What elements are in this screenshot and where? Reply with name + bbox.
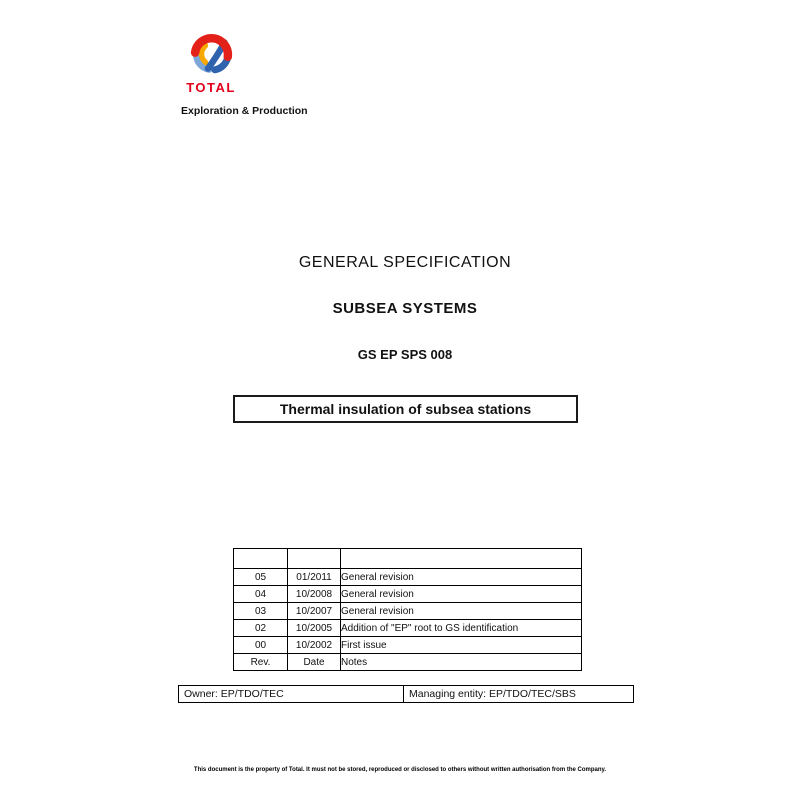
table-row-blank	[234, 549, 582, 569]
rev-cell: 00	[234, 637, 288, 654]
ownership-table	[178, 685, 634, 703]
notes-cell: Addition of "EP" root to GS identification	[341, 620, 582, 637]
rev-cell: 02	[234, 620, 288, 637]
table-row	[234, 603, 582, 620]
date-cell: 10/2007	[288, 603, 341, 620]
table-row	[234, 586, 582, 603]
ownership-row	[179, 686, 634, 703]
spec-code: GS EP SPS 008	[357, 347, 453, 362]
owner-cell: Owner: EP/TDO/TEC	[179, 686, 404, 703]
date-column-label: Date	[288, 654, 341, 671]
rev-cell: 05	[234, 569, 288, 586]
date-cell: 10/2008	[288, 586, 341, 603]
notes-cell: General revision	[341, 569, 582, 586]
notes-cell: General revision	[341, 586, 582, 603]
total-wordmark: TOTAL	[186, 80, 236, 95]
date-cell: 10/2002	[288, 637, 341, 654]
table-row	[234, 620, 582, 637]
date-cell: 10/2005	[288, 620, 341, 637]
property-notice: This document is the property of Total. It must not be stored, reproduced or disclosed to others without written authorisation from the Company.	[193, 767, 607, 773]
subject-title-box: Thermal insulation of subsea stations	[233, 395, 578, 423]
system-title: SUBSEA SYSTEMS	[332, 300, 478, 317]
table-header-row	[234, 654, 582, 671]
division-label: Exploration & Production	[181, 105, 308, 117]
notes-cell: General revision	[341, 603, 582, 620]
total-globe-icon	[188, 32, 236, 78]
rev-cell: 03	[234, 603, 288, 620]
rev-cell: 04	[234, 586, 288, 603]
notes-column-label: Notes	[341, 654, 582, 671]
notes-cell: First issue	[341, 637, 582, 654]
revision-table	[233, 548, 582, 671]
table-row	[234, 637, 582, 654]
table-row	[234, 569, 582, 586]
doc-type-title: GENERAL SPECIFICATION	[298, 254, 512, 271]
managing-entity-cell: Managing entity: EP/TDO/TEC/SBS	[404, 686, 634, 703]
rev-column-label: Rev.	[234, 654, 288, 671]
date-cell: 01/2011	[288, 569, 341, 586]
notes-cell	[341, 549, 582, 569]
rev-cell	[234, 549, 288, 569]
date-cell	[288, 549, 341, 569]
